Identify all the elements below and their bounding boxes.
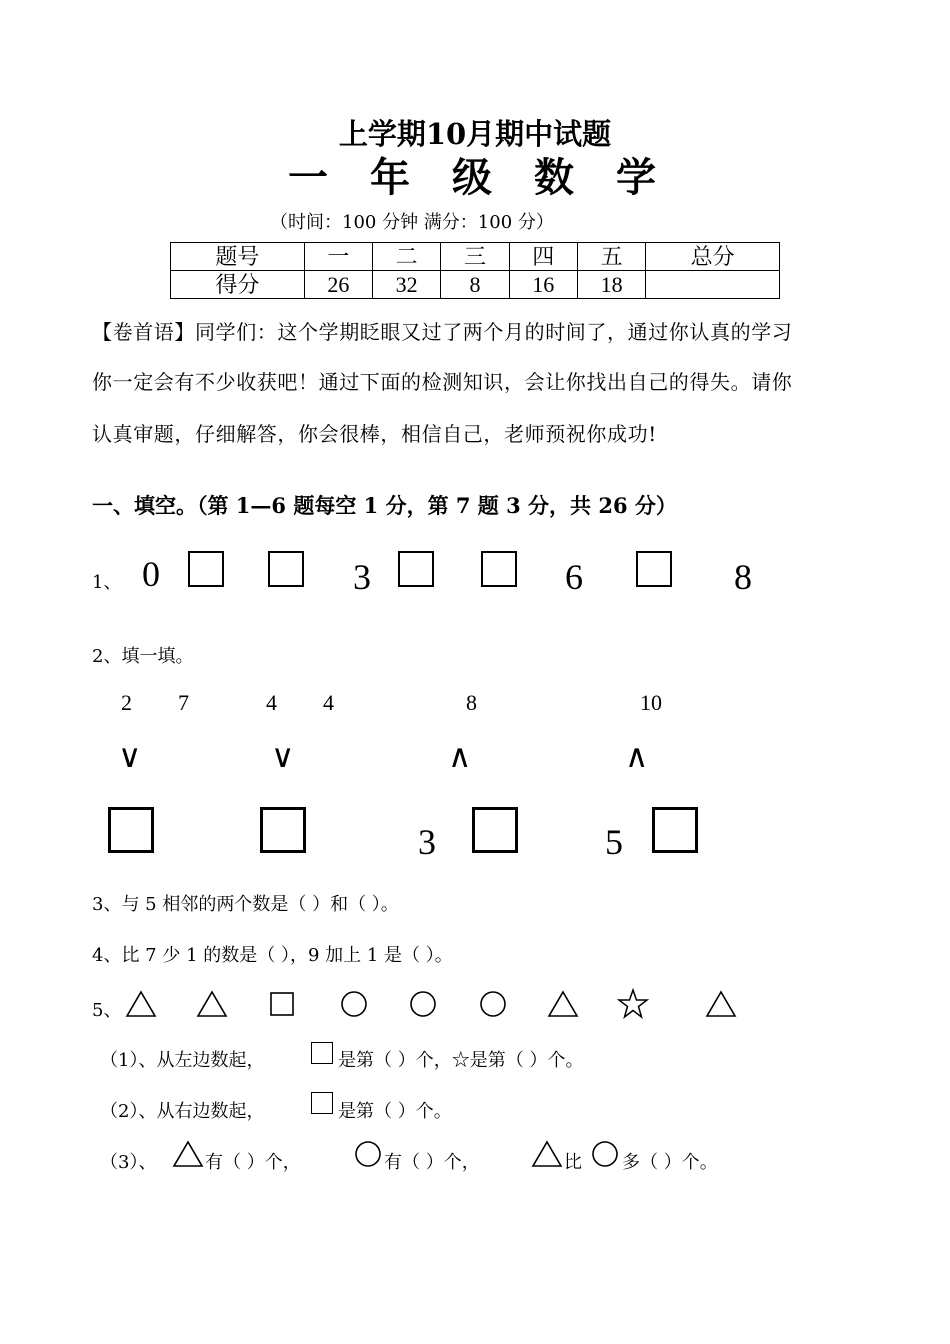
- q5-label: 5、: [92, 1000, 122, 1021]
- answer-box[interactable]: [481, 551, 517, 587]
- score-cell-total[interactable]: [646, 271, 780, 299]
- score-table: [170, 242, 780, 299]
- circle-icon: [340, 990, 368, 1018]
- split-up-symbol: ∧: [625, 737, 649, 775]
- triangle-icon: [531, 1140, 563, 1168]
- score-cell: 总分: [646, 243, 780, 271]
- split-down-symbol: ∨: [271, 737, 295, 775]
- q5-sub2-suffix: 是第（ ）个。: [338, 1101, 452, 1122]
- q5-sub3-part: 有（ ）个，: [384, 1152, 480, 1173]
- answer-box[interactable]: [398, 551, 434, 587]
- score-cell: 26: [304, 271, 372, 299]
- exam-subject: 一年级数学: [288, 154, 698, 201]
- q2-bottom-number: 3: [418, 822, 436, 862]
- q2-top-number: 2: [121, 690, 132, 715]
- split-up-symbol: ∧: [448, 737, 472, 775]
- preface-line-2: 你一定会有不少收获吧！通过下面的检测知识，会让你找出自己的得失。请你: [92, 370, 793, 394]
- star-icon: [617, 988, 649, 1020]
- q2-top-number: 7: [178, 690, 189, 715]
- score-cell: 16: [509, 271, 577, 299]
- q4-text: 4、比 7 少 1 的数是（ ），9 加上 1 是（ ）。: [92, 945, 453, 966]
- q1-number: 6: [565, 557, 583, 597]
- q1-number: 8: [734, 557, 752, 597]
- q1-number: 0: [142, 554, 160, 594]
- answer-box[interactable]: [108, 807, 154, 853]
- answer-box[interactable]: [260, 807, 306, 853]
- triangle-icon: [196, 990, 228, 1018]
- circle-icon: [409, 990, 437, 1018]
- q1-label: 1、: [92, 572, 122, 593]
- q2-label: 2、填一填。: [92, 646, 194, 667]
- exam-meta: （时间：100 分钟 满分：100 分）: [270, 212, 554, 233]
- circle-icon: [479, 990, 507, 1018]
- square-icon: [311, 1092, 333, 1114]
- score-cell: 二: [372, 243, 440, 271]
- q5-sub2-prefix: （2）、从右边数起，: [100, 1101, 265, 1122]
- score-cell: 三: [441, 243, 509, 271]
- answer-box[interactable]: [652, 807, 698, 853]
- split-down-symbol: ∨: [118, 737, 142, 775]
- section-heading: 一、填空。（第 1—6 题每空 1 分，第 7 题 3 分，共 26 分）: [92, 493, 677, 518]
- answer-box[interactable]: [472, 807, 518, 853]
- score-table-score-row: [171, 271, 780, 299]
- q2-top-number: 8: [466, 690, 477, 715]
- triangle-icon: [705, 990, 737, 1018]
- answer-box[interactable]: [188, 551, 224, 587]
- square-icon: [311, 1042, 333, 1064]
- q5-sub3-part: 比: [564, 1152, 582, 1173]
- q2-top-number: 4: [266, 690, 277, 715]
- triangle-icon: [125, 990, 157, 1018]
- q3-text: 3、与 5 相邻的两个数是（ ）和（ ）。: [92, 894, 399, 915]
- answer-box[interactable]: [636, 551, 672, 587]
- triangle-icon: [547, 990, 579, 1018]
- score-cell: 五: [577, 243, 645, 271]
- q5-sub3-part: 有（ ）个，: [205, 1152, 301, 1173]
- q5-sub1-prefix: （1）、从左边数起，: [100, 1050, 265, 1071]
- answer-box[interactable]: [268, 551, 304, 587]
- score-table-header-row: [171, 243, 780, 271]
- score-cell: 四: [509, 243, 577, 271]
- q5-sub1-suffix: 是第（ ）个，☆是第（ ）个。: [338, 1050, 584, 1071]
- square-icon: [270, 992, 294, 1016]
- score-cell: 32: [372, 271, 440, 299]
- score-cell: 题号: [171, 243, 305, 271]
- q2-bottom-number: 5: [605, 822, 623, 862]
- preface-line-1: 【卷首语】同学们：这个学期眨眼又过了两个月的时间了，通过你认真的学习: [92, 320, 793, 344]
- q1-number: 3: [353, 557, 371, 597]
- exam-title: 上学期10月期中试题: [338, 117, 612, 151]
- q5-sub3-prefix: （3）、: [100, 1152, 157, 1173]
- score-cell: 得分: [171, 271, 305, 299]
- q2-top-number: 10: [640, 690, 662, 715]
- circle-icon: [354, 1140, 382, 1168]
- q5-sub3-part: 多（ ）个。: [622, 1152, 718, 1173]
- q2-top-number: 4: [323, 690, 334, 715]
- score-cell: 一: [304, 243, 372, 271]
- circle-icon: [591, 1140, 619, 1168]
- preface-line-3: 认真审题，仔细解答，你会很棒，相信自己，老师预祝你成功!: [92, 422, 657, 446]
- score-cell: 8: [441, 271, 509, 299]
- score-cell: 18: [577, 271, 645, 299]
- triangle-icon: [172, 1140, 204, 1168]
